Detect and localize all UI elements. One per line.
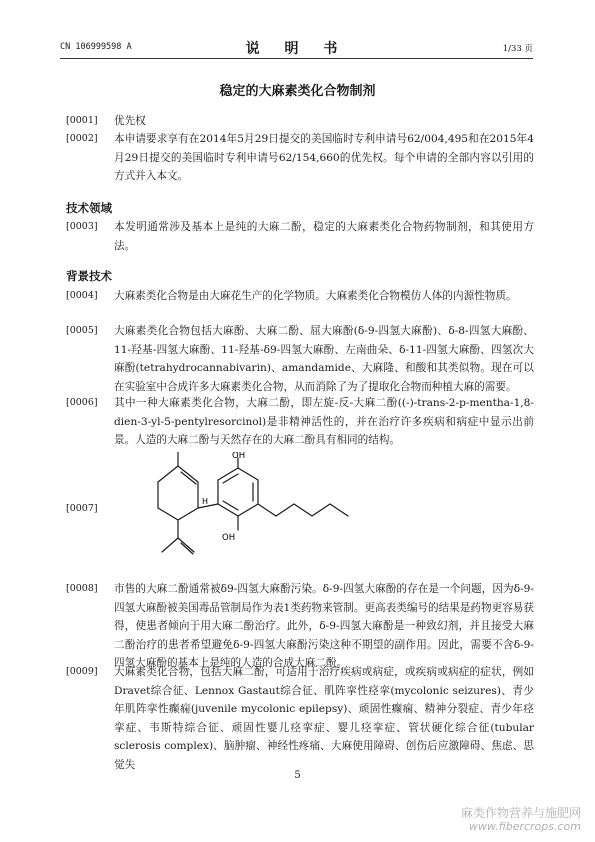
hydrogen-label: H	[202, 497, 209, 506]
bond	[158, 466, 178, 482]
paragraph-tag: [0003]	[66, 221, 98, 232]
bond	[178, 538, 194, 552]
page-title: 稳定的大麻素类化合物制剂	[219, 84, 376, 99]
paragraph-tag: [0008]	[66, 583, 98, 594]
paragraph-0005	[66, 322, 534, 396]
paragraph-0004	[66, 287, 534, 306]
doc-type: 说 明 书	[245, 41, 348, 57]
bond	[238, 468, 258, 480]
bond	[294, 504, 312, 516]
doc-number: CN 106999598 A	[60, 42, 132, 52]
page-number: 5	[294, 770, 301, 781]
paragraph-tag: [0009]	[66, 666, 98, 677]
double-bond	[181, 543, 193, 554]
paragraph-text: 其中一种大麻素类化合物，大麻二酚，即左旋-反-大麻二酚((-)-trans-2-p-mentha-1,8-dien-3-yl-5-pentylresorcinol)是非精神活性的，并在治疗许多疾病和病症中显示出前景。人造的大麻二酚与天然存在的大麻二酚具有相同的结构。	[114, 397, 534, 446]
watermark	[461, 806, 581, 834]
structure-diagram	[110, 452, 360, 572]
paragraph-text: 市售的大麻二酚通常被δ9-四氢大麻酚污染。δ-9-四氢大麻酚的存在是一个问题，因为δ-9-四氢大麻酚被美国毒品管制局作为表1类药物来管制。更高表类编号的结果是药物更容易获得，使患者倾向于用大麻二酚治疗。此外，δ-9-四氢大麻酚是一种致幻剂，并且接受大麻二酚治疗的患者希望避免δ-9-四氢大麻酚污染这种不期望的副作用。因此，需要不含δ-9-四氢大麻酚的基本上是纯的人造的合成大麻二酚。	[114, 583, 534, 669]
hydroxyl-label: OH	[222, 533, 236, 543]
section-priority: 优先权	[114, 115, 146, 127]
paragraph-tag: [0005]	[66, 325, 98, 336]
bond	[218, 468, 238, 480]
section-field: 技术领域	[66, 201, 112, 215]
page-header	[60, 40, 533, 56]
bond	[330, 504, 348, 516]
paragraph-0003	[66, 218, 534, 255]
section-background: 背景技术	[66, 269, 112, 283]
paragraph-tag: [0002]	[66, 133, 98, 144]
paragraph-text: 本申请要求享有在2014年5月29日提交的美国临时专利申请号62/004,495和在2015年4月29日提交的美国临时专利申请号62/154,660的优先权。每个申请的全部内容以引用的方式并入本文。	[114, 133, 534, 182]
paragraph-tag: [0001]	[66, 115, 98, 126]
bond	[158, 508, 178, 520]
paragraph-tag: [0004]	[66, 290, 98, 301]
bond	[258, 504, 276, 516]
bond	[238, 504, 258, 516]
bond	[162, 538, 178, 552]
paragraph-0008	[66, 580, 534, 673]
watermark-line2: www.fibercrops.com	[468, 820, 581, 833]
bond	[178, 466, 198, 482]
paragraph-text: 大麻素类化合物包括大麻酚、大麻二酚、屈大麻酚(δ-9-四氢大麻酚)、δ-8-四氢大麻酚、11-羟基-四氢大麻酚、11-羟基-δ9-四氢大麻酚、左南曲朵、δ-11-四氢大麻酚、四氢次大麻酚(tetrahydrocannabivarin)、amandamide、大麻隆、和酸和其类似物。现在可以在实验室中合成许多大麻素类化合物，从而消除了为了提取化合物而种植大麻的需要。	[114, 325, 534, 393]
paragraph-text: 大麻素类化合物，包括大麻二酚，可适用于治疗疾病或病症，或疾病或病症的症状，例如Dravet综合征、Lennox Gastaut综合征、肌阵挛性痉挛(mycolonic seizures)、青少年肌阵挛性癫痫(juvenile mycolonic epilepsy)、顽固性癫痫、精神分裂症、青少年痉挛症、韦斯特综合征、顽固性婴儿痉挛症、婴儿痉挛症、管状硬化综合征(tubular sclerosis complex)、脑肿瘤、神经性疼痛、大麻使用障碍、创伤后应激障碍、焦虑、思觉失	[114, 666, 534, 771]
paragraph-0001	[66, 112, 534, 131]
watermark-line1: 麻类作物营养与施肥网	[460, 806, 581, 820]
cannabidiol-structure	[66, 452, 366, 572]
paragraph-tag: [0006]	[66, 397, 98, 408]
paragraph-text: 大麻素类化合物是由大麻花生产的化学物质。大麻素类化合物模仿人体的内源性物质。	[114, 290, 517, 302]
header-rule	[60, 58, 533, 59]
paragraph-text: 本发明通常涉及基本上是纯的大麻二酚，稳定的大麻素类化合物药物制剂，和其使用方法。	[114, 221, 534, 252]
bond	[276, 504, 294, 516]
bond	[178, 508, 198, 520]
bond	[218, 504, 238, 516]
hydroxyl-label: OH	[232, 452, 246, 461]
paragraph-0002	[66, 130, 534, 186]
bond	[312, 504, 330, 516]
page-indicator: 1/33 页	[502, 44, 533, 54]
paragraph-0009	[66, 663, 534, 774]
paragraph-0006	[66, 394, 534, 450]
paragraph-tag: [0007]	[66, 503, 98, 514]
